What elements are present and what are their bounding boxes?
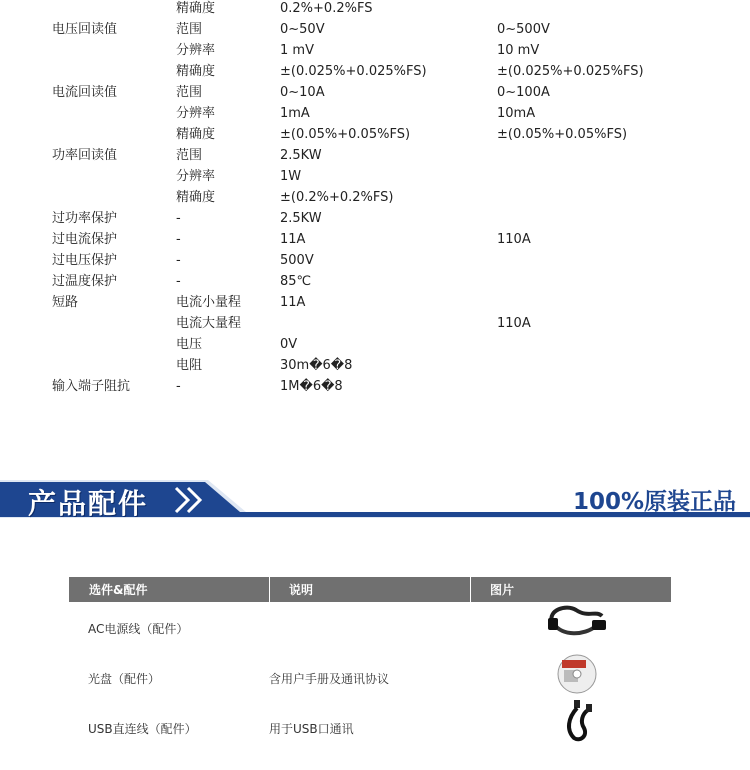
spec-row xyxy=(0,315,750,336)
spec-value-high: 0~500V xyxy=(497,22,550,37)
spec-value-low: ±(0.025%+0.025%FS) xyxy=(280,64,427,79)
spec-row xyxy=(0,21,750,42)
spec-row xyxy=(0,126,750,147)
banner-slogan: 100%原装正品 xyxy=(572,489,736,515)
spec-category: 过电压保护 xyxy=(52,253,118,268)
accessory-row xyxy=(69,720,671,770)
spec-row xyxy=(0,336,750,357)
usb-cable-icon xyxy=(544,700,610,744)
spec-category: 功率回读值 xyxy=(52,148,118,163)
spec-value-high: ±(0.05%+0.05%FS) xyxy=(497,127,628,142)
spec-parameter: 精确度 xyxy=(176,1,216,16)
spec-value-low: 1M�6�8 xyxy=(280,379,343,394)
spec-row xyxy=(0,84,750,105)
spec-row xyxy=(0,273,750,294)
spec-value-high: 110A xyxy=(497,316,531,331)
spec-parameter: - xyxy=(176,253,181,268)
spec-value-low: 0V xyxy=(280,337,298,352)
spec-value-low: 1mA xyxy=(280,106,310,121)
spec-row xyxy=(0,252,750,273)
spec-value-low: 0~10A xyxy=(280,85,325,100)
spec-value-low: 2.5KW xyxy=(280,148,322,163)
spec-category: 过功率保护 xyxy=(52,211,118,226)
spec-value-low: 1W xyxy=(280,169,302,184)
spec-row xyxy=(0,189,750,210)
banner-title: 产品配件 xyxy=(28,487,149,520)
spec-value-low: 11A xyxy=(280,232,306,247)
spec-category: 过温度保护 xyxy=(52,274,118,289)
accessory-description: 含用户手册及通讯协议 xyxy=(269,672,390,686)
spec-value-high: 0~100A xyxy=(497,85,550,100)
spec-row xyxy=(0,147,750,168)
spec-row xyxy=(0,63,750,84)
spec-parameter: 电流小量程 xyxy=(176,295,242,310)
spec-value-low: 0~50V xyxy=(280,22,325,37)
header-description: 说明 xyxy=(289,583,314,597)
spec-parameter: 电阻 xyxy=(176,358,203,373)
spec-value-high: 110A xyxy=(497,232,531,247)
spec-parameter: 分辨率 xyxy=(176,43,216,58)
spec-parameter: - xyxy=(176,211,181,226)
spec-value-low: 1 mV xyxy=(280,43,314,58)
spec-parameter: 分辨率 xyxy=(176,106,216,121)
spec-row xyxy=(0,357,750,378)
accessory-table-header xyxy=(69,577,671,602)
spec-category: 过电流保护 xyxy=(52,232,118,247)
spec-parameter: 范围 xyxy=(176,85,203,100)
spec-row xyxy=(0,378,750,399)
accessory-description: 用于USB口通讯 xyxy=(269,722,354,736)
spec-row xyxy=(0,210,750,231)
spec-parameter: 范围 xyxy=(176,148,203,163)
spec-row xyxy=(0,0,750,21)
spec-parameter: - xyxy=(176,274,181,289)
spec-parameter: - xyxy=(176,379,181,394)
spec-category: 输入端子阻抗 xyxy=(52,379,131,394)
power-cable-icon xyxy=(544,600,610,644)
spec-value-low: 2.5KW xyxy=(280,211,322,226)
spec-category: 电压回读值 xyxy=(52,22,118,37)
spec-value-low: 0.2%+0.2%FS xyxy=(280,1,373,16)
spec-row xyxy=(0,294,750,315)
spec-value-low: 500V xyxy=(280,253,314,268)
accessory-name: 光盘（配件） xyxy=(88,672,161,686)
spec-value-low: ±(0.2%+0.2%FS) xyxy=(280,190,394,205)
cd-disc-icon xyxy=(544,650,610,694)
spec-parameter: 精确度 xyxy=(176,64,216,79)
accessory-name: AC电源线（配件） xyxy=(88,622,189,636)
spec-value-low: ±(0.05%+0.05%FS) xyxy=(280,127,411,142)
spec-parameter: 精确度 xyxy=(176,127,216,142)
spec-parameter: 范围 xyxy=(176,22,203,37)
spec-category: 电流回读值 xyxy=(52,85,118,100)
spec-parameter: - xyxy=(176,232,181,247)
accessory-name: USB直连线（配件） xyxy=(88,722,197,736)
spec-value-low: 30m�6�8 xyxy=(280,358,353,373)
spec-parameter: 电流大量程 xyxy=(176,316,242,331)
spec-parameter: 电压 xyxy=(176,337,203,352)
spec-value-high: ±(0.025%+0.025%FS) xyxy=(497,64,644,79)
spec-row xyxy=(0,105,750,126)
spec-parameter: 精确度 xyxy=(176,190,216,205)
spec-category: 短路 xyxy=(52,295,79,310)
spec-value-low: 11A xyxy=(280,295,306,310)
spec-value-low: 85℃ xyxy=(280,274,312,289)
spec-parameter: 分辨率 xyxy=(176,169,216,184)
spec-value-high: 10mA xyxy=(497,106,536,121)
spec-row xyxy=(0,42,750,63)
header-accessory: 选件&配件 xyxy=(89,583,148,597)
spec-value-high: 10 mV xyxy=(497,43,540,58)
spec-row xyxy=(0,231,750,252)
header-picture: 图片 xyxy=(490,583,515,597)
spec-row xyxy=(0,168,750,189)
